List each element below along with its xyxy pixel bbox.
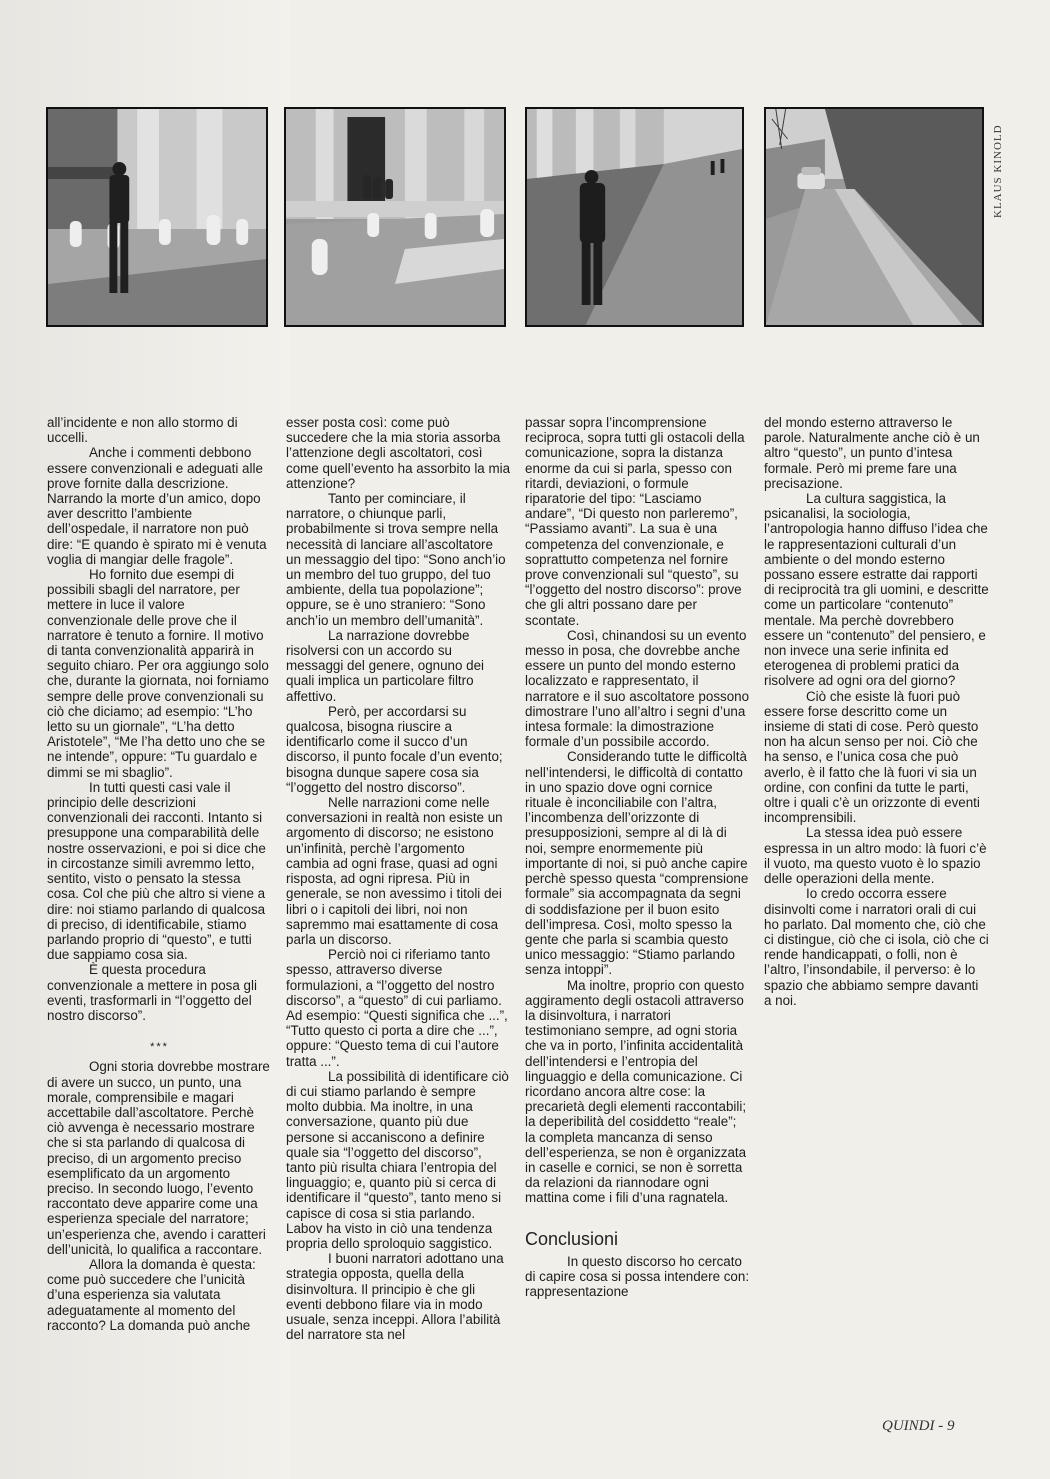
section-heading: Conclusioni	[525, 1228, 619, 1249]
paragraph: Nelle narrazioni come nelle conversazioni in realtà non esiste un argomento di discorso; ne esistono un’infinità, perchè l’argomento cambia ad ogni frase, quasi ad ogni risposta, ad ogni ripresa. Più in generale, se non avessimo i titoli dei libri o i capitoli dei libri, noi non sapremmo mai esattamente di cosa parla un discorso.	[286, 795, 503, 947]
paragraph: Ogni storia dovrebbe mostrare di avere un succo, un punto, una morale, comprensibile e magari accettabile dall’ascoltatore. Perchè ciò avvenga è necessario mostrare che si sta parlando di qualcosa di preciso, di un argomento preciso esemplificato da un argomento preciso. In secondo luogo, l’evento raccontato deve apparire come una esperienza speciale del narratore; un’esperienza che, avendo i caratteri dell’unicità, lo qualifica a raccontare.	[47, 1059, 270, 1257]
paragraph: La narrazione dovrebbe risolversi con un accordo su messaggi del genere, ognuno dei quali implica un particolare filtro affettivo.	[286, 627, 485, 704]
photo-man-in-square	[46, 107, 268, 327]
paragraph: Tanto per cominciare, il narratore, o chiunque parli, probabilmente si trova sempre nella necessità di lanciare all’ascoltatore un messaggio del tipo: “Sono anch’io un membro del tuo gruppo, del tuo ambiente, della tua popolazione”; oppure, se è uno straniero: “Sono anch’io un membro dell’umanità”.	[286, 491, 506, 628]
paragraph: Io credo occorra essere disinvolti come i narratori orali di cui ho parlato. Dal momento che, ciò che ci distingue, ciò che ci isola, ciò che ci rende handicappati, o folli, non è l’altro, l’insondabile, il perverso: è lo spazio che abbiamo sempre davanti a noi.	[764, 886, 989, 1008]
paragraph: all’incidente e non allo stormo di uccelli.	[47, 415, 238, 446]
paragraph: In questo discorso ho cercato di capire cosa si possa intendere con: rappresentazione	[525, 1253, 750, 1299]
paragraph: Perciò noi ci riferiamo tanto spesso, attraverso diverse formulazioni, a “l’oggetto del nostro discorso”, a “questo” di cui parliamo. Ad esempio: “Questi significa che ...”, “Tutto questo ci porta a dire che ...”, oppure: “Questo tema di cui l’autore tratta ...”.	[286, 947, 508, 1069]
paragraph: In tutti questi casi vale il principio delle descrizioni convenzionali dei racconti. Intanto si presuppone una comparabilità delle nostre osservazioni, e poi si dice che in circostanze simili avremmo letto, sentito, visto o pensato la stessa cosa. Col che più che altro si viene a dire: noi stiamo parlando di qualcosa di preciso, di identificabile, stiamo parlando proprio di “questo”, e tutti due sappiamo cosa sia.	[47, 779, 266, 963]
photo-man-on-cobblestones	[525, 107, 744, 327]
photo-street-with-car	[764, 107, 984, 327]
paragraph: Così, chinandosi su un evento messo in posa, che dovrebbe anche essere un punto del mondo esterno localizzato e rappresentato, il narratore e il suo ascoltatore possono dimostrare l’uno all’altro i segni d’una intesa formale: la dimostrazione formale d’un possibile accordo.	[525, 627, 750, 750]
photo-credit: KLAUS KINOLD	[992, 124, 1004, 218]
paragraph: I buoni narratori adottano una strategia opposta, quella della disinvoltura. Il principio è che gli eventi debbono filare via in modo usuale, senza inceppi. Allora l’abilità del narratore sta nel	[286, 1251, 504, 1343]
photo-church-entrance	[284, 107, 506, 327]
paragraph: La cultura saggistica, la psicanalisi, la sociologia, l’antropologia hanno diffuso l’idea che le rappresentazioni culturali d’un ambiente o del mondo esterno possano essere estratte dai rapporti di reciprocità tra gli uomini, e descritte come un particolare “contenuto” mentale. Ma perchè dovrebbero essere un “contenuto” del pensiero, e non invece una serie infinita ed eterogenea di problemi pratici da risolvere ad ogni ora del giorno?	[764, 491, 989, 689]
paragraph: Ma inoltre, proprio con questo aggiramento degli ostacoli attraverso la disinvoltura, i narratori testimoniano sempre, ad ogni storia che va in porto, l’infinita accidentalità dell’intendersi e l’entropia del linguaggio e della comunicazione. Ci ricordano ancora altre cose: la precarietà degli elementi raccontabili; la deperibilità del cosiddetto “reale”; la completa mancanza di senso dell’esperienza, se non è organizzata in caselle e cornici, se non è sorretta da relazioni da riannodare ogni mattina come i fili d’una ragnatela.	[525, 977, 747, 1206]
text-column-2	[286, 415, 511, 1342]
section-separator: ***	[150, 1041, 169, 1054]
paragraph: Anche i commenti debbono essere convenzionali e adeguati alle prove fornite dalla descrizione. Narrando la morte d’un amico, dopo aver descritto l’ambiente dell’ospedale, il narratore non può dire: “E quando è spirato mi è venuta voglia di mangiar delle fragole”.	[47, 445, 267, 567]
paragraph: Ho fornito due esempi di possibili sbagli del narratore, per mettere in luce il valore convenzionale delle prove che il narratore è tenuto a fornire. Il motivo di tanta convenzionalità apparirà in seguito chiaro. Per ora aggiungo solo che, durante la giornata, noi forniamo sempre delle prove convenzionali su ciò che diciamo; ad esempio: “L’ho letto su un giornale”, “L’ha detto Aristotele”, “Me l’ha detto uno che se ne intende”, oppure: “Tu guardalo e dimmi se mi sbaglio”.	[47, 567, 269, 780]
paragraph: Considerando tutte le difficoltà nell’intendersi, le difficoltà di contatto in uno spazio dove ogni cornice rituale è inconciliabile con l’altra, l’incombenza dell’orizzonte di presupposizioni, sempre al di là di noi, sempre enormemente più importante di noi, si può anche capire perchè spesso questa “comprensione formale” sia accompagnata da segni di soddisfazione per il buon esito dell’impresa. Così, molto spesso la gente che parla si scambia questo unico messaggio: “Stiamo parlando senza intoppi”.	[525, 749, 749, 978]
page-number: QUINDI - 9	[882, 1418, 955, 1434]
paragraph: Ciò che esiste là fuori può essere forse descritto come un insieme di stati di cose. Però questo non ha alcun senso per noi. Ciò che ha senso, e l’unica cosa che può averlo, è il fatto che là fuori vi sia un ordine, con confini da tutte le parti, oltre i quali c’è un orizzonte di eventi incomprensibili.	[764, 688, 980, 826]
text-column-4	[764, 415, 989, 1008]
text-column-1	[47, 415, 272, 1333]
paragraph: esser posta così: come può succedere che la mia storia assorba l’attenzione degli ascoltatori, così come quell’evento ha assorbito la mia attenzione?	[286, 415, 511, 491]
paragraph: La stessa idea può essere espressa in un altro modo: là fuori c’è il vuoto, ma questo vuoto è lo spazio delle operazioni della mente.	[764, 825, 987, 887]
paragraph: È questa procedura convenzionale a mettere in posa gli eventi, trasformarli in “l’oggetto del nostro discorso”.	[47, 962, 257, 1023]
paragraph: Allora la domanda è questa: come può succedere che l’unicità d’una esperienza sia valutata adeguatamente al momento del racconto? La domanda può anche	[47, 1256, 256, 1333]
text-column-3	[525, 415, 750, 1299]
paragraph: La possibilità di identificare ciò di cui stiamo parlando è sempre molto dubbia. Ma inoltre, in una conversazione, quanto più due persone si accaniscono a definire quale sia “l’oggetto del discorso”, tanto più risulta chiara l’entropia del linguaggio; e, quanto più si cerca di identificare il “questo”, tanto meno si capisce di cosa si stia parlando. Labov ha visto in ciò una tendenza propria dello sproloquio saggistico.	[286, 1068, 509, 1251]
paragraph: Però, per accordarsi su qualcosa, bisogna riuscire a identificarlo come il succo d’un discorso, il punto focale d’un evento; bisogna dunque sapere cosa sia “l’oggetto del nostro discorso”.	[286, 703, 503, 795]
paragraph: passar sopra l’incomprensione reciproca, sopra tutti gli ostacoli della comunicazione, sopra la distanza enorme da cui si parla, spesso con ritardi, deviazioni, o formule riparatorie del tipo: “Lasciamo andare”, “Di questo non parleremo”, “Passiamo avanti”. La sua è una competenza del convenzionale, e soprattutto competenza nel fornire prove convenzionali sul “questo”, su “l’oggetto del nostro discorso”: prove che gli altri possano dare per scontate.	[525, 415, 745, 628]
paragraph: del mondo esterno attraverso le parole. Naturalmente anche ciò è un altro “questo”, un punto d’intesa formale. Però mi preme fare una precisazione.	[764, 415, 980, 491]
